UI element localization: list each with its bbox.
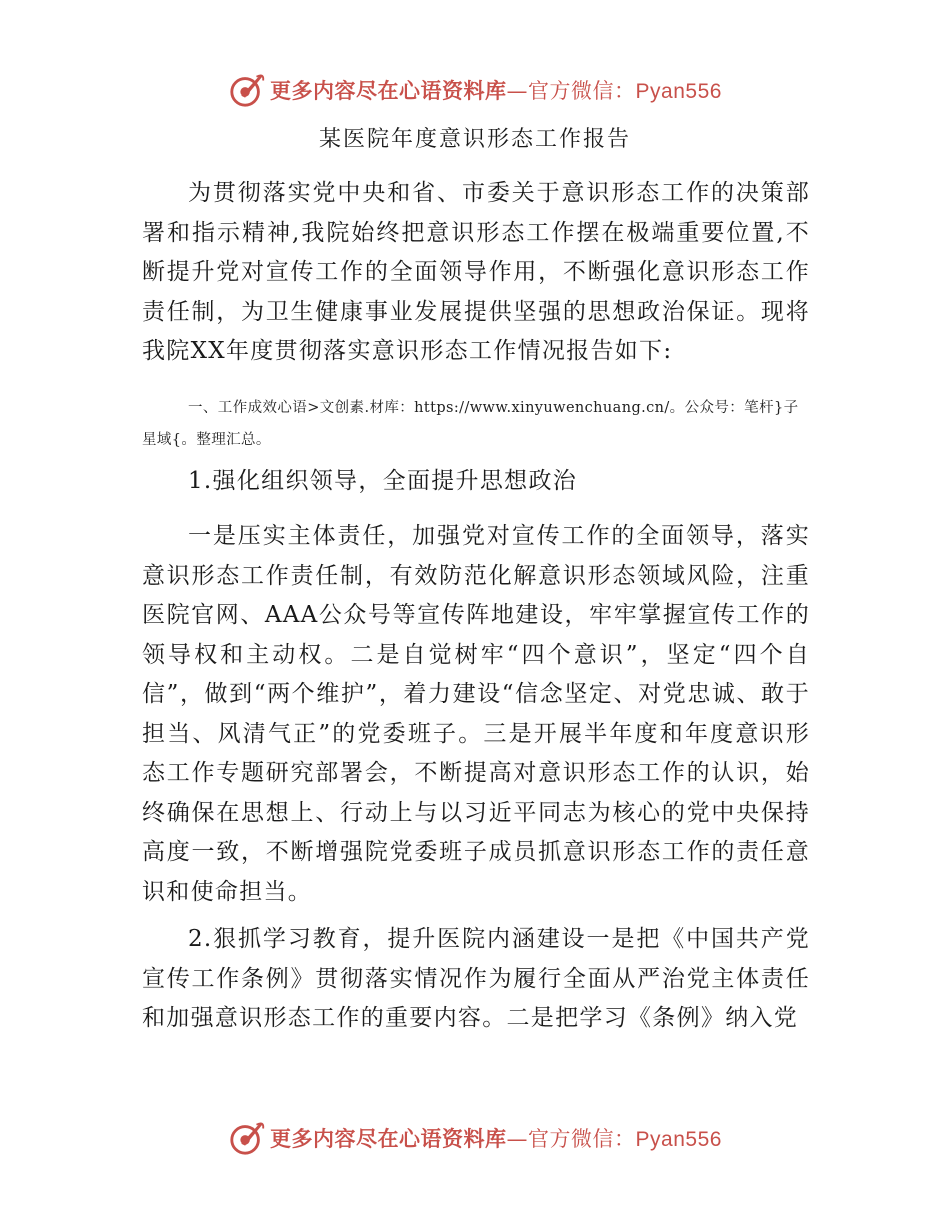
watermark-text — [270, 75, 722, 105]
footer-watermark-banner — [0, 1118, 950, 1158]
paragraph-1: 一是压实主体责任，加强党对宣传工作的全面领导，落实意识形态工作责任制，有效防范化解意识形态领域风险，注重医院官网、AAA公众号等宣传阵地建设，牢牢掌握宣传工作的领导权和主动权。二是自觉树牢“四个意识”，坚定“四个自信”，做到“两个维护”，着力建设“信念坚定、对党忠诚、敢于担当、风清气正”的党委班子。三是开展半年度和年度意识形态工作专题研究部署会，不断提高对意识形态工作的认识，始终确保在思想上、行动上与以习近平同志为核心的党中央保持高度一致，不断增强院党委班子成员抓意识形态工作的责任意识和使命担当。 — [142, 523, 810, 905]
watermark-text — [270, 1123, 722, 1153]
paragraph-2: 2.狠抓学习教育，提升医院内涵建设一是把《中国共产党宣传工作条例》贯彻落实情况作为履行全面从严治党主体责任和加强意识形态工作的重要内容。二是把学习《条例》纳入党 — [142, 926, 810, 1031]
watermark-site-text: 更多内容尽在心语资料库 — [270, 1127, 507, 1151]
watermark-site-text: 更多内容尽在心语资料库 — [270, 79, 507, 103]
watermark-wechat-id: Pyan556 — [635, 80, 722, 103]
section1-note: 一、工作成效心语>文创素.材库：https://www.xinyuwenchuang.cn/。公众号：笔杆}子星域{。整理汇总。 — [142, 400, 799, 448]
watermark-wechat-id: Pyan556 — [635, 1128, 722, 1151]
watermark-label: 官方微信： — [528, 1127, 636, 1151]
watermark-separator: — — [506, 79, 529, 103]
intro-paragraph-block — [142, 174, 810, 372]
intro-paragraph: 为贯彻落实党中央和省、市委关于意识形态工作的决策部署和指示精神,我院始终把意识形态工作摆在极端重要位置,不断提升党对宣传工作的全面领导作用，不断强化意识形态工作责任制，为卫生健康事业发展提供坚强的思想政治保证。现将我院XX年度贯彻落实意识形态工作情况报告如下: — [142, 180, 810, 364]
document-title: 某医院年度意识形态工作报告 — [318, 127, 631, 152]
para1-block — [142, 517, 810, 912]
watermark-separator: — — [506, 1127, 529, 1151]
section-note-block — [142, 392, 810, 456]
quill-logo-icon — [228, 1119, 266, 1157]
para2-block — [142, 920, 810, 1039]
quill-logo-icon — [228, 71, 266, 109]
header-watermark-banner — [0, 70, 950, 110]
section-heading-1: 1.强化组织领导，全面提升思想政治 — [188, 468, 578, 494]
watermark-label: 官方微信： — [528, 79, 636, 103]
heading1-block — [142, 462, 810, 502]
